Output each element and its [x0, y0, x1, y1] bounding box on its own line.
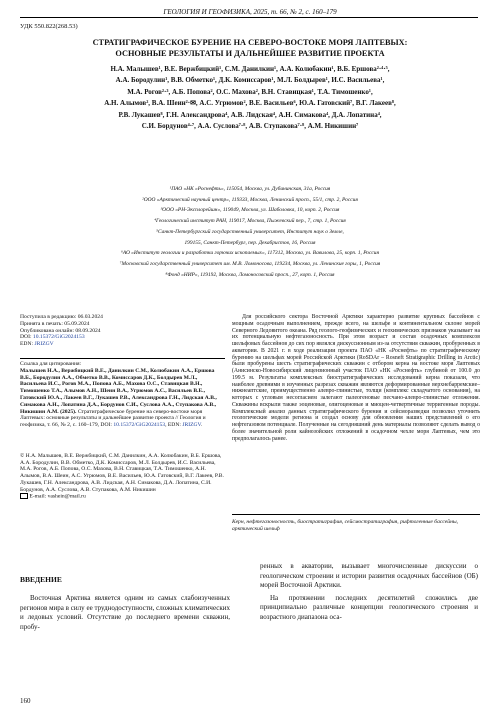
affiliation: ⁶АО «Институт геологии и разработки горючих ископаемых», 117312, Москва, ул. Вавилова, 25, корп. 1, Россия — [120, 250, 379, 257]
author-line: С.И. Бордунов⁴·⁷, А.А. Суслова⁷·⁸, А.В. Ступакова⁷·⁸, А.М. Никишин⁷ — [141, 122, 359, 131]
citation-heading: Ссылка для цитирования: — [20, 361, 82, 367]
author-line: А.А. Бородулин¹, В.В. Обметко¹, Д.К. Комиссаров¹, М.Л. Болдырев¹, И.С. Васильева¹, — [115, 76, 385, 85]
email[interactable]: E-mail: vashein@mail.ru — [29, 493, 86, 500]
received-date: Поступила в редакцию: 06.03.2024 — [20, 314, 103, 320]
journal-running-header: ГЕОЛОГИЯ И ГЕОФИЗИКА, 2025, т. 66, № 2, с. 160–179 — [163, 8, 337, 16]
citation-end: . — [200, 422, 203, 429]
published-date: Опубликована онлайн: 08.09.2024 — [20, 327, 101, 334]
body-column-right — [260, 562, 478, 625]
author-line: А.Н. Алымов², В.А. Шеин²·✉, А.С. Угрюмов², В.Е. Васильев⁶, Ю.А. Гатовский⁷, В.Г. Лакеев⁸, — [104, 99, 396, 108]
copyright-block — [20, 453, 225, 500]
doi-label: DOI: — [20, 334, 33, 341]
header-divider — [20, 17, 478, 18]
title-line-2: ОСНОВНЫЕ РЕЗУЛЬТАТЫ И ДАЛЬНЕЙШЕЕ РАЗВИТИЕ ПРОЕКТА — [115, 49, 385, 58]
author-list — [20, 64, 480, 132]
edn-label: EDN: — [20, 341, 35, 348]
email-line — [20, 493, 225, 500]
affiliation: ¹ПАО «НК «Роснефть», 115054, Москва, ул. Дубининская, 31а, Россия — [169, 186, 331, 192]
keywords: Керн, нефтегазоносность, биостратиграфия, сейсмостратиграфия, рифтогенные бассейны, арктический шельф — [232, 519, 459, 532]
edn-link[interactable]: JRIZGV — [34, 341, 54, 348]
citation-edn-link[interactable]: JRIZGV — [182, 422, 201, 429]
accepted-date: Принята в печать: 05.09.2024 — [20, 320, 90, 327]
keywords-divider — [232, 514, 480, 515]
affiliation: ⁷Московский государственный университет им. М.В. Ломоносова, 119234, Москва, ул. Ленинские горы, 1, Россия — [119, 260, 381, 267]
meta-divider — [20, 358, 225, 359]
author-line: Р.В. Лукашев⁸, Г.Н. Александрова⁴, А.В. Лидская⁴, А.Н. Симакова⁴, Д.А. Лопатина⁴, — [118, 110, 382, 119]
author-line: Н.А. Малышев¹, В.Е. Вержбицкий¹, С.М. Данилкин¹, А.А. Колюбакин¹, В.Б. Ершова²·⁴·⁵, — [110, 65, 390, 73]
affiliations — [40, 184, 460, 280]
affiliation: ³ООО «РН-Эксплорейшн», 119049, Москва, ул. Шаболовка, 10, корп. 2, Россия — [160, 207, 340, 214]
doi-line — [20, 334, 225, 341]
affiliation: ⁸Фонд «НИР», 119192, Москва, Ломоносовский просп., 27, корп. 1, Россия — [165, 271, 335, 278]
body-paragraph: На протяжении последних десятилетий сложились две принципиально различные концепции геологического строения и возрастного диапазона оса- — [260, 593, 478, 621]
citation-block — [20, 361, 225, 429]
envelope-icon — [20, 493, 28, 499]
body-column-left — [20, 594, 230, 632]
udk-code: УДК 550.822(268.53) — [20, 23, 78, 30]
citation-edn-label: , EDN: — [165, 422, 183, 429]
abstract — [232, 314, 480, 442]
body-paragraph: ренных в акватории, вызывает многочисленные дискуссии о геологическом строении и истории развития осадочных бассейнов (ОБ) морей Восточной Арктики. — [260, 562, 478, 589]
publication-dates — [20, 314, 225, 348]
citation-text — [20, 368, 225, 429]
intro-paragraph: Восточная Арктика является одним из самых слабоизученных регионов мира в силу ее труднодоступности, сложных климатических и ледовых условий. Отсутствие до последнего времени скважин, пробу- — [20, 594, 230, 631]
affiliation: ⁴Геологический институт РАН, 119017, Москва, Пыжевский пер., 7, стр. 1, Россия — [154, 218, 346, 225]
abstract-text: Для российского сектора Восточной Арктики характерно развитие крупных бассейнов с мощным осадочным выполнением, прежде всего, на шельфе и континентальном склоне морей Северного Ледовитого океана. Ряд геолого-геофизических и геохимических признаков указывает на их потенциальную нефтегазоносность. При этом возраст и состав осадочных комплексов шельфовых бассейнов до сих пор являлся дискуссионным из-за отсутствия скважин, пробуренных в акватории. В 2021 г. в ходе реализации проекта ПАО «НК «Роснефть» по стратиграфическому бурению на шельфах морей Российской Арктики (RoSDAr – Rosneft Stratigraphic Drilling in Arctic) были пробурены шесть стратиграфических скважин с отбором керна на востоке моря Лаптевых (Анисинско-Новосибирский лицензионный участок ПАО «НК «Роснефть» глубиной от 100.0 до 199.5 м. Результаты комплексных биостратиграфических исследований керна показали, что наиболее древними в изученных разрезах скважин являются деформированные верхнебарремские–нижнеаптские, преимущественно алевро-глинистые, толщи (комплекс складчатого основания), на которых с угловым несогласием залегают палеогеновые песчано-алевро-глинистые отложения. Скважины вскрыли также эоценовые, олигоценовые и миоцен-четвертичные терригенные породы. Комплексный анализ данных стратиграфического бурения и сейсморазведки позволил уточнить геологические модели региона и создал основу для обновления наших представлений о его нефтегазовом потенциале. Полученные на сегодняшний день материалы позволяют сделать вывод о более значительной роли кайнозойских отложений в осадочном чехле моря Лаптевых, чем это предполагалось ранее. — [232, 314, 480, 442]
affiliation: ⁵Санкт-Петербургский государственный университет, Институт наук о Земле, — [156, 228, 344, 235]
citation-tail: Стратиграфическое бурение на северо-востоке моря Лаптевых: основные результаты и дальнейшее развитие проекта // Геология и геофизика, т. 66, № 2, с. 160–179, DOI: — [20, 408, 206, 429]
edn-line — [20, 341, 225, 348]
affiliation: 199155, Санкт-Петербург, пер. Декабристов, 16, Россия — [184, 239, 316, 246]
article-title — [20, 37, 480, 59]
citation-doi-link[interactable]: 10.15372/GiG2024153 — [113, 422, 166, 429]
section-heading-introduction: ВВЕДЕНИЕ — [20, 575, 62, 584]
title-line-1: СТРАТИГРАФИЧЕСКОЕ БУРЕНИЕ НА СЕВЕРО-ВОСТОКЕ МОРЯ ЛАПТЕВЫХ: — [92, 38, 408, 47]
doi-link[interactable]: 10.15372/GiG2024153 — [32, 334, 85, 341]
citation-authors: Малышев Н.А., Вержбицкий В.Е., Данилкин С.М., Колюбакин А.А., Ершова В.Б., Бородулин А.А., Обметко В.В., Комиссаров Д.К., Болдырев М.Л., Васильева И.С., Рогов М.А., Попова А.Б., Махова О.С., Ставицкая В.Н., Тимошенко Т.А., Алымов А.Н., Шеин В.А., Угрюмов А.С., Васильев В.Е., Гатовский Ю.А., Лакеев В.Г., Лукашев Р.В., Александрова Г.Н., Лидская А.В., Симакова А.Н., Лопатина Д.А., Бордунов С.И., Суслова А.А., Ступакова А.В., Никишин А.М. (2025). — [20, 367, 217, 415]
affiliation: ²ООО «Арктический научный центр», 119333, Москва, Ленинский просп., 55/1, стр. 2, Россия — [142, 196, 358, 203]
author-line: М.А. Рогов²·³, А.Б. Попова², О.С. Махова², В.Н. Ставицкая¹, Т.А. Тимошенко¹, — [127, 87, 373, 96]
page-number: 160 — [20, 697, 31, 705]
copyright-text: © Н.А. Малышев, В.Е. Вержбицкий, С.М. Данилкин, А.А. Колюбакин, В.Б. Ершова, А.А. Бородулин, В.В. Обметко, Д.К. Комиссаров, М.Л. Болдырев, И.С. Васильева, М.А. Рогов, А.Б. Попова, О.С. Махова, В.Н. Ставицкая, Т.А. Тимошенко, А.Н. Алымов, В.А. Шеин, А.С. Угрюмов, В.Е. Васильев, Ю.А. Гатовский, В.Г. Лакеев, Р.В. Лукашев, Г.Н. Александрова, А.В. Лидская, А.Н. Симакова, Д.А. Лопатина, С.И. Бордунов, А.А. Суслова, А.В. Ступакова, А.М. Никишин — [20, 453, 224, 493]
